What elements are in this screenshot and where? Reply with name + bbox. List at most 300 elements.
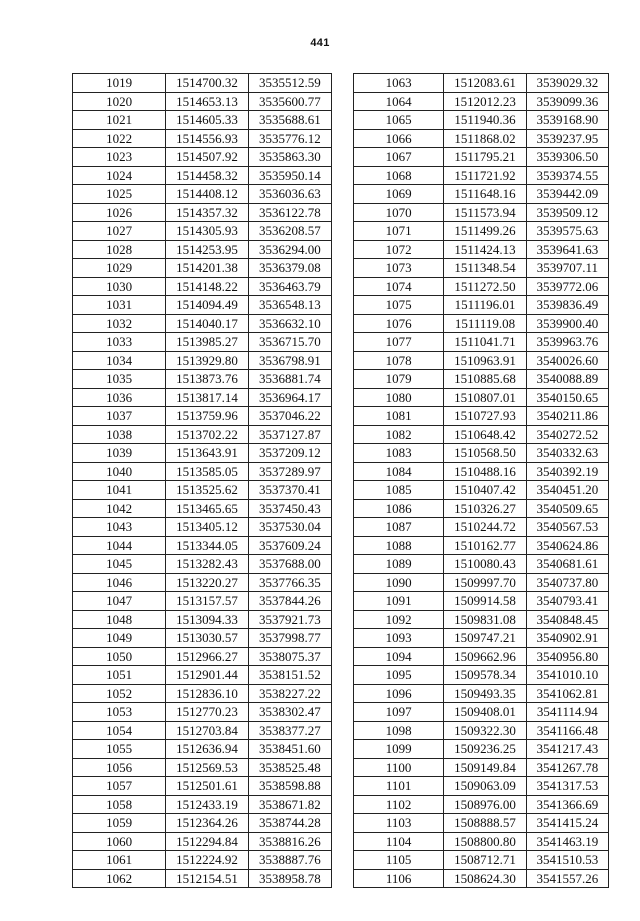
- y-coordinate-cell: 3536208.57: [248, 222, 331, 241]
- y-coordinate-cell: 3535688.61: [248, 111, 331, 130]
- table-row: [73, 314, 332, 333]
- table-row: [73, 814, 332, 833]
- point-number-cell: 1074: [354, 277, 444, 296]
- y-coordinate-cell: 3537766.35: [248, 573, 331, 592]
- table-row: [354, 647, 609, 666]
- y-coordinate-cell: 3538075.37: [248, 647, 331, 666]
- table-row: [73, 629, 332, 648]
- table-row: [354, 444, 609, 463]
- point-number-cell: 1103: [354, 814, 444, 833]
- point-number-cell: 1093: [354, 629, 444, 648]
- y-coordinate-cell: 3541267.78: [526, 758, 608, 777]
- point-number-cell: 1021: [73, 111, 166, 130]
- x-coordinate-cell: 1513702.22: [166, 425, 248, 444]
- y-coordinate-cell: 3541114.94: [526, 703, 608, 722]
- y-coordinate-cell: 3539099.36: [526, 92, 608, 111]
- y-coordinate-cell: 3538816.26: [248, 832, 331, 851]
- point-number-cell: 1059: [73, 814, 166, 833]
- y-coordinate-cell: 3539641.63: [526, 240, 608, 259]
- y-coordinate-cell: 3536964.17: [248, 388, 331, 407]
- y-coordinate-cell: 3540272.52: [526, 425, 608, 444]
- x-coordinate-cell: 1509149.84: [444, 758, 526, 777]
- table-row: [73, 462, 332, 481]
- y-coordinate-cell: 3538451.60: [248, 740, 331, 759]
- x-coordinate-cell: 1513759.96: [166, 407, 248, 426]
- y-coordinate-cell: 3537209.12: [248, 444, 331, 463]
- point-number-cell: 1080: [354, 388, 444, 407]
- y-coordinate-cell: 3536463.79: [248, 277, 331, 296]
- point-number-cell: 1081: [354, 407, 444, 426]
- point-number-cell: 1051: [73, 666, 166, 685]
- x-coordinate-cell: 1511868.02: [444, 129, 526, 148]
- table-row: [73, 869, 332, 888]
- point-number-cell: 1085: [354, 481, 444, 500]
- y-coordinate-cell: 3539029.32: [526, 74, 608, 93]
- x-coordinate-cell: 1511795.21: [444, 148, 526, 167]
- y-coordinate-cell: 3539374.55: [526, 166, 608, 185]
- y-coordinate-cell: 3539900.40: [526, 314, 608, 333]
- y-coordinate-cell: 3536798.91: [248, 351, 331, 370]
- x-coordinate-cell: 1514700.32: [166, 74, 248, 93]
- table-row: [354, 814, 609, 833]
- x-coordinate-cell: 1509493.35: [444, 684, 526, 703]
- y-coordinate-cell: 3539575.63: [526, 222, 608, 241]
- x-coordinate-cell: 1514305.93: [166, 222, 248, 241]
- y-coordinate-cell: 3539168.90: [526, 111, 608, 130]
- x-coordinate-cell: 1513643.91: [166, 444, 248, 463]
- table-row: [73, 703, 332, 722]
- y-coordinate-cell: 3535863.30: [248, 148, 331, 167]
- y-coordinate-cell: 3537844.26: [248, 592, 331, 611]
- point-number-cell: 1099: [354, 740, 444, 759]
- y-coordinate-cell: 3540737.80: [526, 573, 608, 592]
- y-coordinate-cell: 3540026.60: [526, 351, 608, 370]
- x-coordinate-cell: 1513157.57: [166, 592, 248, 611]
- point-number-cell: 1042: [73, 499, 166, 518]
- x-coordinate-cell: 1512966.27: [166, 647, 248, 666]
- x-coordinate-cell: 1513817.14: [166, 388, 248, 407]
- table-row: [73, 92, 332, 111]
- table-row: [354, 703, 609, 722]
- point-number-cell: 1095: [354, 666, 444, 685]
- point-number-cell: 1048: [73, 610, 166, 629]
- table-row: [73, 536, 332, 555]
- coordinate-table-right: [353, 73, 609, 888]
- point-number-cell: 1072: [354, 240, 444, 259]
- point-number-cell: 1100: [354, 758, 444, 777]
- y-coordinate-cell: 3540793.41: [526, 592, 608, 611]
- table-row: [73, 555, 332, 574]
- point-number-cell: 1032: [73, 314, 166, 333]
- y-coordinate-cell: 3538744.28: [248, 814, 331, 833]
- x-coordinate-cell: 1512224.92: [166, 851, 248, 870]
- x-coordinate-cell: 1508976.00: [444, 795, 526, 814]
- table-row: [73, 240, 332, 259]
- y-coordinate-cell: 3537046.22: [248, 407, 331, 426]
- y-coordinate-cell: 3541010.10: [526, 666, 608, 685]
- point-number-cell: 1079: [354, 370, 444, 389]
- point-number-cell: 1088: [354, 536, 444, 555]
- x-coordinate-cell: 1511272.50: [444, 277, 526, 296]
- point-number-cell: 1104: [354, 832, 444, 851]
- table-row: [354, 684, 609, 703]
- point-number-cell: 1044: [73, 536, 166, 555]
- table-row: [354, 629, 609, 648]
- point-number-cell: 1031: [73, 296, 166, 315]
- y-coordinate-cell: 3540211.86: [526, 407, 608, 426]
- x-coordinate-cell: 1514094.49: [166, 296, 248, 315]
- x-coordinate-cell: 1512569.53: [166, 758, 248, 777]
- x-coordinate-cell: 1510162.77: [444, 536, 526, 555]
- table-row: [354, 240, 609, 259]
- x-coordinate-cell: 1514408.12: [166, 185, 248, 204]
- x-coordinate-cell: 1509997.70: [444, 573, 526, 592]
- y-coordinate-cell: 3540848.45: [526, 610, 608, 629]
- table-row: [73, 592, 332, 611]
- x-coordinate-cell: 1513344.05: [166, 536, 248, 555]
- point-number-cell: 1058: [73, 795, 166, 814]
- point-number-cell: 1024: [73, 166, 166, 185]
- x-coordinate-cell: 1508712.71: [444, 851, 526, 870]
- table-row: [73, 499, 332, 518]
- table-row: [354, 129, 609, 148]
- page-number: 441: [310, 37, 330, 49]
- y-coordinate-cell: 3541415.24: [526, 814, 608, 833]
- point-number-cell: 1069: [354, 185, 444, 204]
- point-number-cell: 1030: [73, 277, 166, 296]
- table-row: [73, 277, 332, 296]
- table-row: [354, 666, 609, 685]
- y-coordinate-cell: 3538302.47: [248, 703, 331, 722]
- y-coordinate-cell: 3536122.78: [248, 203, 331, 222]
- table-row: [354, 518, 609, 537]
- y-coordinate-cell: 3541463.19: [526, 832, 608, 851]
- x-coordinate-cell: 1508888.57: [444, 814, 526, 833]
- point-number-cell: 1060: [73, 832, 166, 851]
- point-number-cell: 1092: [354, 610, 444, 629]
- point-number-cell: 1089: [354, 555, 444, 574]
- y-coordinate-cell: 3538887.76: [248, 851, 331, 870]
- point-number-cell: 1066: [354, 129, 444, 148]
- point-number-cell: 1077: [354, 333, 444, 352]
- table-row: [354, 388, 609, 407]
- point-number-cell: 1083: [354, 444, 444, 463]
- coordinate-table-left-body: [73, 74, 332, 888]
- x-coordinate-cell: 1514556.93: [166, 129, 248, 148]
- point-number-cell: 1084: [354, 462, 444, 481]
- x-coordinate-cell: 1509747.21: [444, 629, 526, 648]
- table-row: [73, 74, 332, 93]
- x-coordinate-cell: 1510963.91: [444, 351, 526, 370]
- table-row: [354, 407, 609, 426]
- table-row: [73, 129, 332, 148]
- y-coordinate-cell: 3538227.22: [248, 684, 331, 703]
- x-coordinate-cell: 1512083.61: [444, 74, 526, 93]
- table-row: [73, 296, 332, 315]
- table-row: [354, 851, 609, 870]
- y-coordinate-cell: 3538525.48: [248, 758, 331, 777]
- table-row: [73, 518, 332, 537]
- x-coordinate-cell: 1508800.80: [444, 832, 526, 851]
- x-coordinate-cell: 1512901.44: [166, 666, 248, 685]
- table-row: [354, 370, 609, 389]
- y-coordinate-cell: 3536715.70: [248, 333, 331, 352]
- point-number-cell: 1025: [73, 185, 166, 204]
- table-row: [73, 111, 332, 130]
- point-number-cell: 1036: [73, 388, 166, 407]
- x-coordinate-cell: 1514148.22: [166, 277, 248, 296]
- point-number-cell: 1062: [73, 869, 166, 888]
- x-coordinate-cell: 1513873.76: [166, 370, 248, 389]
- table-row: [354, 203, 609, 222]
- y-coordinate-cell: 3537530.04: [248, 518, 331, 537]
- y-coordinate-cell: 3540392.19: [526, 462, 608, 481]
- y-coordinate-cell: 3536379.08: [248, 259, 331, 278]
- point-number-cell: 1052: [73, 684, 166, 703]
- table-row: [73, 851, 332, 870]
- table-row: [354, 74, 609, 93]
- y-coordinate-cell: 3538151.52: [248, 666, 331, 685]
- y-coordinate-cell: 3538958.78: [248, 869, 331, 888]
- point-number-cell: 1105: [354, 851, 444, 870]
- y-coordinate-cell: 3537370.41: [248, 481, 331, 500]
- table-row: [354, 92, 609, 111]
- x-coordinate-cell: 1510407.42: [444, 481, 526, 500]
- y-coordinate-cell: 3537998.77: [248, 629, 331, 648]
- y-coordinate-cell: 3541062.81: [526, 684, 608, 703]
- table-row: [354, 536, 609, 555]
- x-coordinate-cell: 1512703.84: [166, 721, 248, 740]
- x-coordinate-cell: 1514507.92: [166, 148, 248, 167]
- point-number-cell: 1094: [354, 647, 444, 666]
- point-number-cell: 1020: [73, 92, 166, 111]
- point-number-cell: 1106: [354, 869, 444, 888]
- y-coordinate-cell: 3538377.27: [248, 721, 331, 740]
- table-row: [73, 666, 332, 685]
- y-coordinate-cell: 3540567.53: [526, 518, 608, 537]
- point-number-cell: 1064: [354, 92, 444, 111]
- x-coordinate-cell: 1514605.33: [166, 111, 248, 130]
- point-number-cell: 1022: [73, 129, 166, 148]
- table-row: [73, 148, 332, 167]
- point-number-cell: 1049: [73, 629, 166, 648]
- point-number-cell: 1046: [73, 573, 166, 592]
- table-row: [354, 222, 609, 241]
- y-coordinate-cell: 3539772.06: [526, 277, 608, 296]
- y-coordinate-cell: 3537688.00: [248, 555, 331, 574]
- x-coordinate-cell: 1511573.94: [444, 203, 526, 222]
- table-row: [73, 185, 332, 204]
- x-coordinate-cell: 1512012.23: [444, 92, 526, 111]
- point-number-cell: 1041: [73, 481, 166, 500]
- y-coordinate-cell: 3539963.76: [526, 333, 608, 352]
- x-coordinate-cell: 1511041.71: [444, 333, 526, 352]
- point-number-cell: 1075: [354, 296, 444, 315]
- x-coordinate-cell: 1510568.50: [444, 444, 526, 463]
- point-number-cell: 1071: [354, 222, 444, 241]
- x-coordinate-cell: 1511119.08: [444, 314, 526, 333]
- y-coordinate-cell: 3541317.53: [526, 777, 608, 796]
- table-row: [354, 721, 609, 740]
- table-row: [73, 610, 332, 629]
- y-coordinate-cell: 3536548.13: [248, 296, 331, 315]
- x-coordinate-cell: 1512294.84: [166, 832, 248, 851]
- x-coordinate-cell: 1513220.27: [166, 573, 248, 592]
- x-coordinate-cell: 1513929.80: [166, 351, 248, 370]
- table-row: [354, 277, 609, 296]
- table-row: [73, 573, 332, 592]
- point-number-cell: 1070: [354, 203, 444, 222]
- table-row: [354, 296, 609, 315]
- table-row: [73, 351, 332, 370]
- point-number-cell: 1068: [354, 166, 444, 185]
- y-coordinate-cell: 3540624.86: [526, 536, 608, 555]
- x-coordinate-cell: 1514253.95: [166, 240, 248, 259]
- x-coordinate-cell: 1511499.26: [444, 222, 526, 241]
- x-coordinate-cell: 1510080.43: [444, 555, 526, 574]
- table-row: [354, 869, 609, 888]
- table-row: [73, 795, 332, 814]
- table-row: [73, 481, 332, 500]
- table-row: [73, 647, 332, 666]
- x-coordinate-cell: 1512433.19: [166, 795, 248, 814]
- point-number-cell: 1097: [354, 703, 444, 722]
- x-coordinate-cell: 1510648.42: [444, 425, 526, 444]
- y-coordinate-cell: 3536294.00: [248, 240, 331, 259]
- y-coordinate-cell: 3539509.12: [526, 203, 608, 222]
- table-row: [73, 203, 332, 222]
- point-number-cell: 1028: [73, 240, 166, 259]
- point-number-cell: 1076: [354, 314, 444, 333]
- x-coordinate-cell: 1514201.38: [166, 259, 248, 278]
- table-row: [354, 111, 609, 130]
- y-coordinate-cell: 3540681.61: [526, 555, 608, 574]
- y-coordinate-cell: 3540902.91: [526, 629, 608, 648]
- point-number-cell: 1054: [73, 721, 166, 740]
- table-row: [354, 555, 609, 574]
- point-number-cell: 1055: [73, 740, 166, 759]
- y-coordinate-cell: 3536632.10: [248, 314, 331, 333]
- x-coordinate-cell: 1513525.62: [166, 481, 248, 500]
- coordinate-table-left: [72, 73, 332, 888]
- point-number-cell: 1038: [73, 425, 166, 444]
- table-row: [354, 740, 609, 759]
- y-coordinate-cell: 3540150.65: [526, 388, 608, 407]
- point-number-cell: 1019: [73, 74, 166, 93]
- y-coordinate-cell: 3538598.88: [248, 777, 331, 796]
- x-coordinate-cell: 1514458.32: [166, 166, 248, 185]
- point-number-cell: 1063: [354, 74, 444, 93]
- point-number-cell: 1091: [354, 592, 444, 611]
- x-coordinate-cell: 1510807.01: [444, 388, 526, 407]
- table-row: [354, 758, 609, 777]
- table-row: [73, 721, 332, 740]
- point-number-cell: 1082: [354, 425, 444, 444]
- y-coordinate-cell: 3536036.63: [248, 185, 331, 204]
- x-coordinate-cell: 1513985.27: [166, 333, 248, 352]
- x-coordinate-cell: 1514040.17: [166, 314, 248, 333]
- point-number-cell: 1040: [73, 462, 166, 481]
- point-number-cell: 1050: [73, 647, 166, 666]
- x-coordinate-cell: 1512636.94: [166, 740, 248, 759]
- y-coordinate-cell: 3536881.74: [248, 370, 331, 389]
- point-number-cell: 1039: [73, 444, 166, 463]
- point-number-cell: 1086: [354, 499, 444, 518]
- y-coordinate-cell: 3535600.77: [248, 92, 331, 111]
- table-row: [73, 370, 332, 389]
- table-row: [354, 592, 609, 611]
- table-row: [354, 185, 609, 204]
- point-number-cell: 1057: [73, 777, 166, 796]
- table-row: [73, 333, 332, 352]
- x-coordinate-cell: 1510727.93: [444, 407, 526, 426]
- x-coordinate-cell: 1513282.43: [166, 555, 248, 574]
- point-number-cell: 1053: [73, 703, 166, 722]
- y-coordinate-cell: 3540509.65: [526, 499, 608, 518]
- table-row: [354, 481, 609, 500]
- table-row: [73, 407, 332, 426]
- x-coordinate-cell: 1511424.13: [444, 240, 526, 259]
- table-row: [354, 166, 609, 185]
- y-coordinate-cell: 3540088.89: [526, 370, 608, 389]
- y-coordinate-cell: 3539442.09: [526, 185, 608, 204]
- x-coordinate-cell: 1508624.30: [444, 869, 526, 888]
- point-number-cell: 1047: [73, 592, 166, 611]
- point-number-cell: 1061: [73, 851, 166, 870]
- point-number-cell: 1035: [73, 370, 166, 389]
- y-coordinate-cell: 3539836.49: [526, 296, 608, 315]
- x-coordinate-cell: 1511721.92: [444, 166, 526, 185]
- x-coordinate-cell: 1513405.12: [166, 518, 248, 537]
- point-number-cell: 1096: [354, 684, 444, 703]
- point-number-cell: 1056: [73, 758, 166, 777]
- table-row: [73, 444, 332, 463]
- point-number-cell: 1027: [73, 222, 166, 241]
- table-row: [354, 795, 609, 814]
- point-number-cell: 1102: [354, 795, 444, 814]
- y-coordinate-cell: 3540956.80: [526, 647, 608, 666]
- x-coordinate-cell: 1509063.09: [444, 777, 526, 796]
- x-coordinate-cell: 1513585.05: [166, 462, 248, 481]
- x-coordinate-cell: 1510244.72: [444, 518, 526, 537]
- table-row: [354, 777, 609, 796]
- x-coordinate-cell: 1509914.58: [444, 592, 526, 611]
- x-coordinate-cell: 1509236.25: [444, 740, 526, 759]
- y-coordinate-cell: 3541557.26: [526, 869, 608, 888]
- y-coordinate-cell: 3540451.20: [526, 481, 608, 500]
- x-coordinate-cell: 1512501.61: [166, 777, 248, 796]
- table-row: [73, 777, 332, 796]
- x-coordinate-cell: 1511648.16: [444, 185, 526, 204]
- y-coordinate-cell: 3541166.48: [526, 721, 608, 740]
- x-coordinate-cell: 1511196.01: [444, 296, 526, 315]
- y-coordinate-cell: 3537289.97: [248, 462, 331, 481]
- point-number-cell: 1073: [354, 259, 444, 278]
- point-number-cell: 1090: [354, 573, 444, 592]
- point-number-cell: 1043: [73, 518, 166, 537]
- table-row: [354, 499, 609, 518]
- table-row: [73, 222, 332, 241]
- table-row: [73, 259, 332, 278]
- y-coordinate-cell: 3541217.43: [526, 740, 608, 759]
- table-row: [73, 832, 332, 851]
- x-coordinate-cell: 1509322.30: [444, 721, 526, 740]
- point-number-cell: 1029: [73, 259, 166, 278]
- point-number-cell: 1065: [354, 111, 444, 130]
- point-number-cell: 1098: [354, 721, 444, 740]
- y-coordinate-cell: 3541366.69: [526, 795, 608, 814]
- table-row: [73, 388, 332, 407]
